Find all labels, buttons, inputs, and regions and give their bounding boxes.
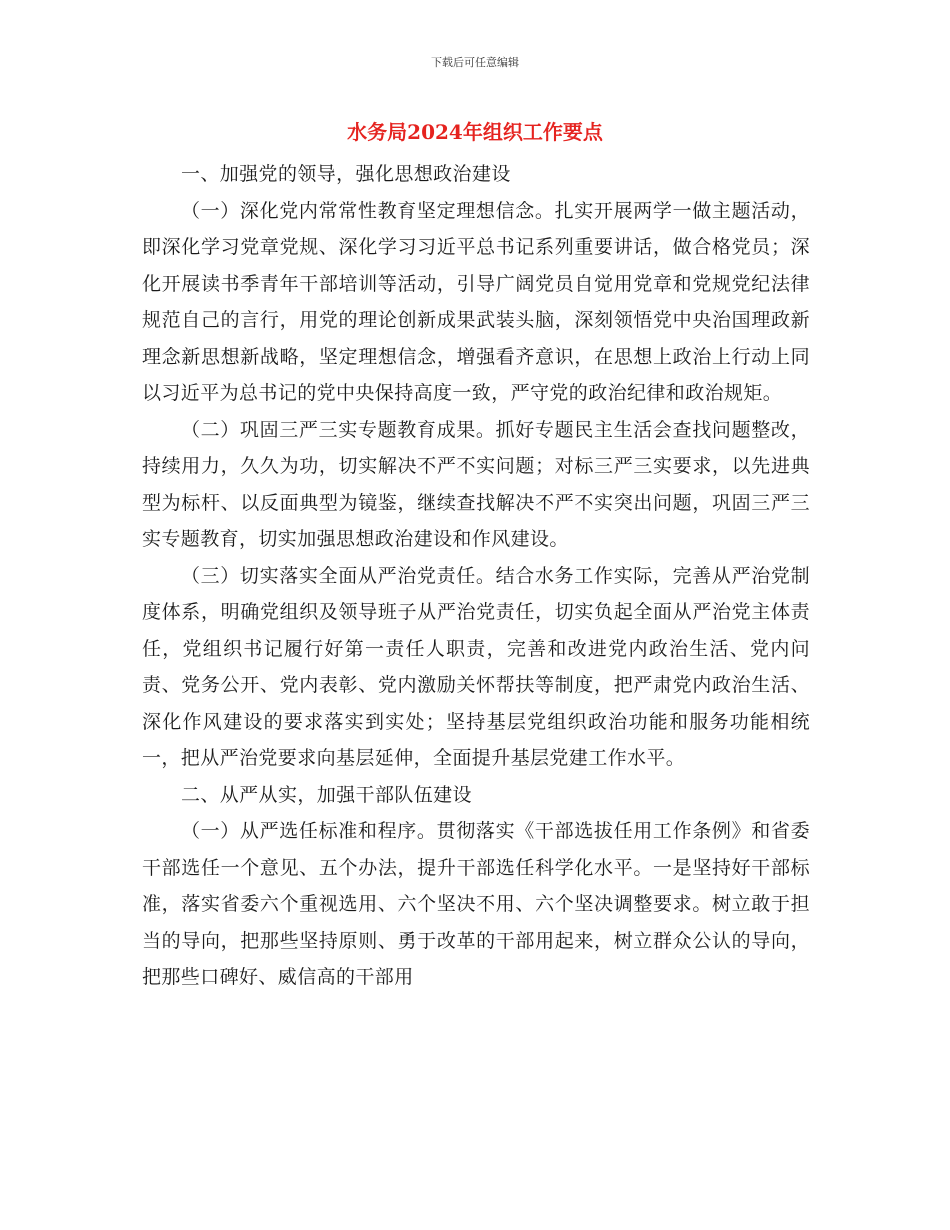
document-body [142,156,810,996]
section-heading-2: 二、从严从实，加强干部队伍建设 [180,783,472,806]
paragraph-1-3: （三）切实落实全面从严治党责任。结合水务工作实际，完善从严治党制度体系，明确党组织及领导班子从严治党责任，切实负起全面从严治党主体责任，党组织书记履行好第一责任人职责，完善和改进党内政治生活、党内问责、党务公开、党内表彰、党内激励关怀帮扶等制度，把严肃党内政治生活、深化作风建设的要求落实到实处；坚持基层党组织政治功能和服务功能相统一，把从严治党要求向基层延伸，全面提升基层党建工作水平。 [142,564,810,769]
header-note: 下载后可任意编辑 [431,56,519,69]
document-title: 水务局2024年组织工作要点 [347,120,603,144]
paragraph-1-1: （一）深化党内常常性教育坚定理想信念。扎实开展两学一做主题活动，即深化学习党章党规、深化学习习近平总书记系列重要讲话，做合格党员；深化开展读书季青年干部培训等活动，引导广阔党员自觉用党章和党规党纪法律规范自己的言行，用党的理论创新成果武装头脑，深刻领悟党中央治国理政新理念新思想新战略，坚定理想信念，增强看齐意识，在思想上政治上行动上同以习近平为总书记的党中央保持高度一致，严守党的政治纪律和政治规矩。 [142,199,810,404]
section-heading-1: 一、加强党的领导，强化思想政治建设 [180,163,511,185]
paragraph-2-1: （一）从严选任标准和程序。贯彻落实《干部选拔任用工作条例》和省委干部选任一个意见、五个办法，提升干部选任科学化水平。一是坚持好干部标准，落实省委六个重视选用、六个坚决不用、六个坚决调整要求。树立敢于担当的导向，把那些坚持原则、勇于改革的干部用起来，树立群众公认的导向，把那些口碑好、威信高的干部用 [142,820,810,988]
paragraph-1-2: （二）巩固三严三实专题教育成果。抓好专题民主生活会查找问题整改，持续用力，久久为功，切实解决不严不实问题；对标三严三实要求，以先进典型为标杆、以反面典型为镜鉴，继续查找解决不严不实突出问题，巩固三严三实专题教育，切实加强思想政治建设和作风建设。 [142,418,810,550]
